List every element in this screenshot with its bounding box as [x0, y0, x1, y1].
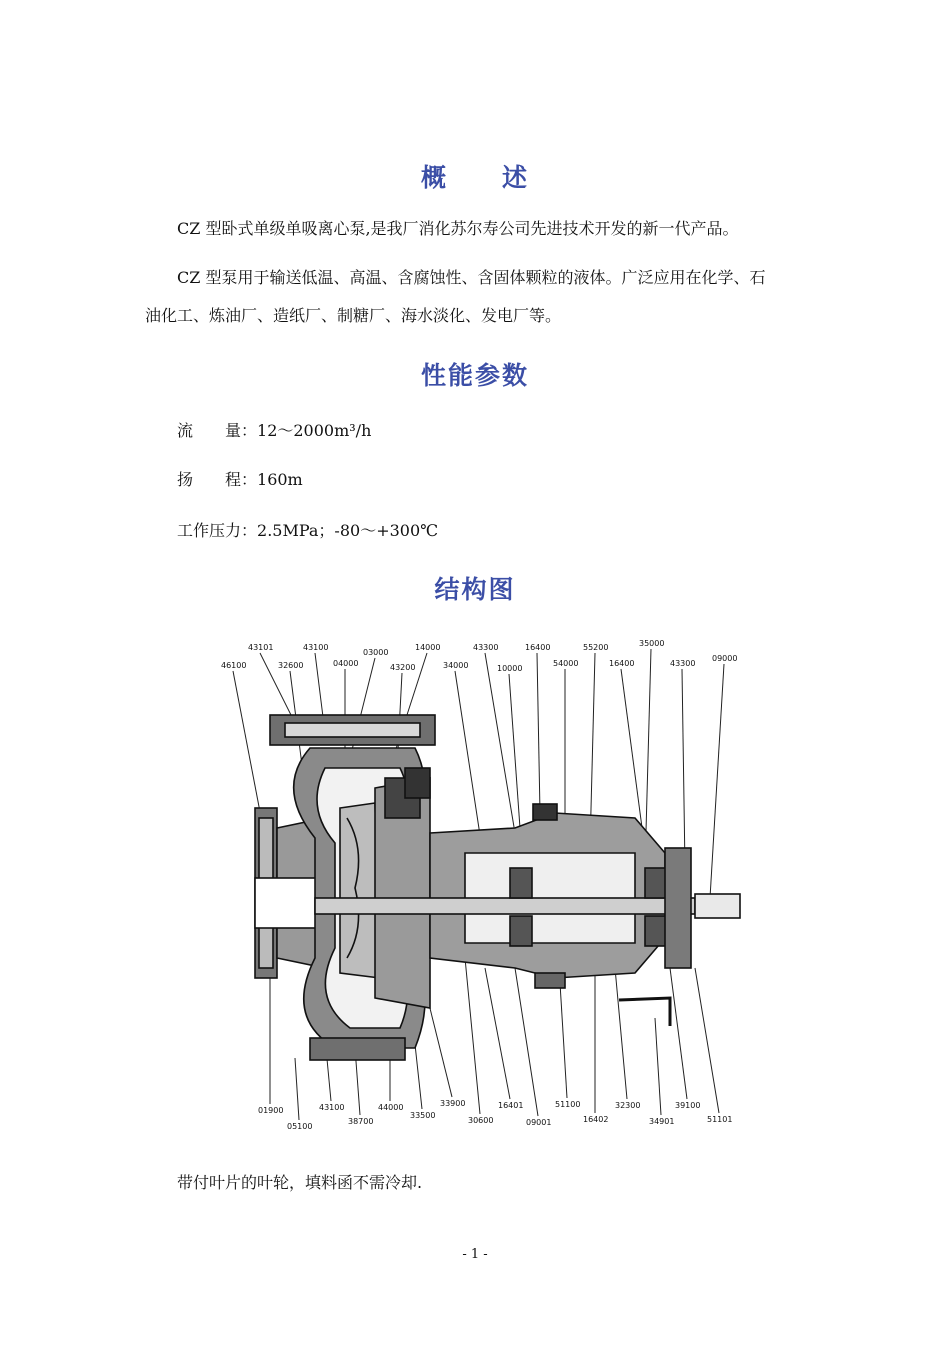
top-part-label: 43100 — [303, 643, 329, 652]
top-part-label: 55200 — [583, 643, 609, 652]
bottom-leader-line — [515, 968, 538, 1116]
bottom-part-label: 34901 — [649, 1117, 675, 1126]
spec-pressure — [177, 518, 438, 541]
bottom-leader-line — [295, 1058, 299, 1120]
bottom-part-label: 16402 — [583, 1115, 609, 1124]
top-part-label: 46100 — [221, 661, 247, 670]
spec-head-label: 扬 程 — [177, 470, 242, 489]
top-part-label: 32600 — [278, 661, 304, 670]
bottom-part-label: 39100 — [675, 1101, 701, 1110]
top-leader-line — [682, 669, 685, 868]
spec-flow-label: 流 量 — [177, 421, 242, 440]
bottom-part-label: 43100 — [319, 1103, 345, 1112]
spec-pressure-label: 工作压力 — [177, 521, 242, 540]
spec-head — [177, 467, 303, 490]
top-part-label: 43300 — [473, 643, 499, 652]
bottom-part-label: 05100 — [287, 1122, 313, 1131]
bottom-leader-line — [560, 983, 567, 1098]
top-part-label: 43200 — [390, 663, 416, 672]
top-part-label: 34000 — [443, 661, 469, 670]
overview-title: 概 述 — [420, 163, 529, 192]
performance-title: 性能参数 — [420, 361, 529, 390]
bottom-part-label: 51100 — [555, 1100, 581, 1109]
spec-flow-value: ：12～2000m³/h — [241, 421, 372, 440]
spec-pressure-value: ：2.5MPa；-80～+300℃ — [241, 521, 439, 540]
top-part-label: 43101 — [248, 643, 274, 652]
page-number: - 1 - — [462, 1247, 488, 1262]
bottom-part-label: 01900 — [258, 1106, 284, 1115]
bottom-part-label: 33900 — [440, 1099, 466, 1108]
top-part-label: 16400 — [609, 659, 635, 668]
bottom-leader-line — [670, 968, 687, 1099]
bottom-part-label: 44000 — [378, 1103, 404, 1112]
top-leader-line — [710, 664, 724, 898]
bottom-part-label: 09001 — [526, 1118, 552, 1127]
bottom-leader-line — [465, 958, 480, 1114]
bottom-part-label: 16401 — [498, 1101, 524, 1110]
overview-paragraph-1: CZ 型卧式单级单吸离心泵,是我厂消化苏尔寿公司先进技术开发的新一代产品。 — [177, 219, 739, 238]
top-part-label: 04000 — [333, 659, 359, 668]
top-part-label: 54000 — [553, 659, 579, 668]
bottom-part-label: 51101 — [707, 1115, 733, 1124]
bottom-part-label: 33500 — [410, 1111, 436, 1120]
top-part-label: 35000 — [639, 639, 665, 648]
bottom-leader-line — [655, 1018, 661, 1115]
bottom-part-label: 38700 — [348, 1117, 374, 1126]
spec-flow — [177, 418, 371, 441]
structure-title: 结构图 — [434, 575, 516, 604]
pump-cross-section-drawing — [215, 638, 745, 1138]
top-part-label: 14000 — [415, 643, 441, 652]
pump-body — [255, 715, 740, 1060]
overview-paragraph-2-line-2: 油化工、炼油厂、造纸厂、制糖厂、海水淡化、发电厂等。 — [145, 306, 562, 325]
bottom-part-label: 30600 — [468, 1116, 494, 1125]
bottom-part-label: 32300 — [615, 1101, 641, 1110]
overview-paragraph-2-line-1: CZ 型泵用于输送低温、高温、含腐蚀性、含固体颗粒的液体。广泛应用在化学、石 — [177, 268, 766, 287]
bottom-leader-line — [615, 968, 627, 1099]
bottom-leader-line — [695, 968, 719, 1113]
bottom-leader-line — [485, 968, 510, 1099]
top-leader-line — [485, 653, 515, 833]
figure-caption: 带付叶片的叶轮，填料函不需冷却. — [177, 1173, 423, 1192]
top-part-label: 43300 — [670, 659, 696, 668]
spec-head-value: ：160m — [241, 470, 303, 489]
top-leader-line — [537, 653, 540, 813]
top-part-label: 10000 — [497, 664, 523, 673]
top-part-label: 09000 — [712, 654, 738, 663]
top-part-label: 16400 — [525, 643, 551, 652]
top-part-label: 03000 — [363, 648, 389, 657]
